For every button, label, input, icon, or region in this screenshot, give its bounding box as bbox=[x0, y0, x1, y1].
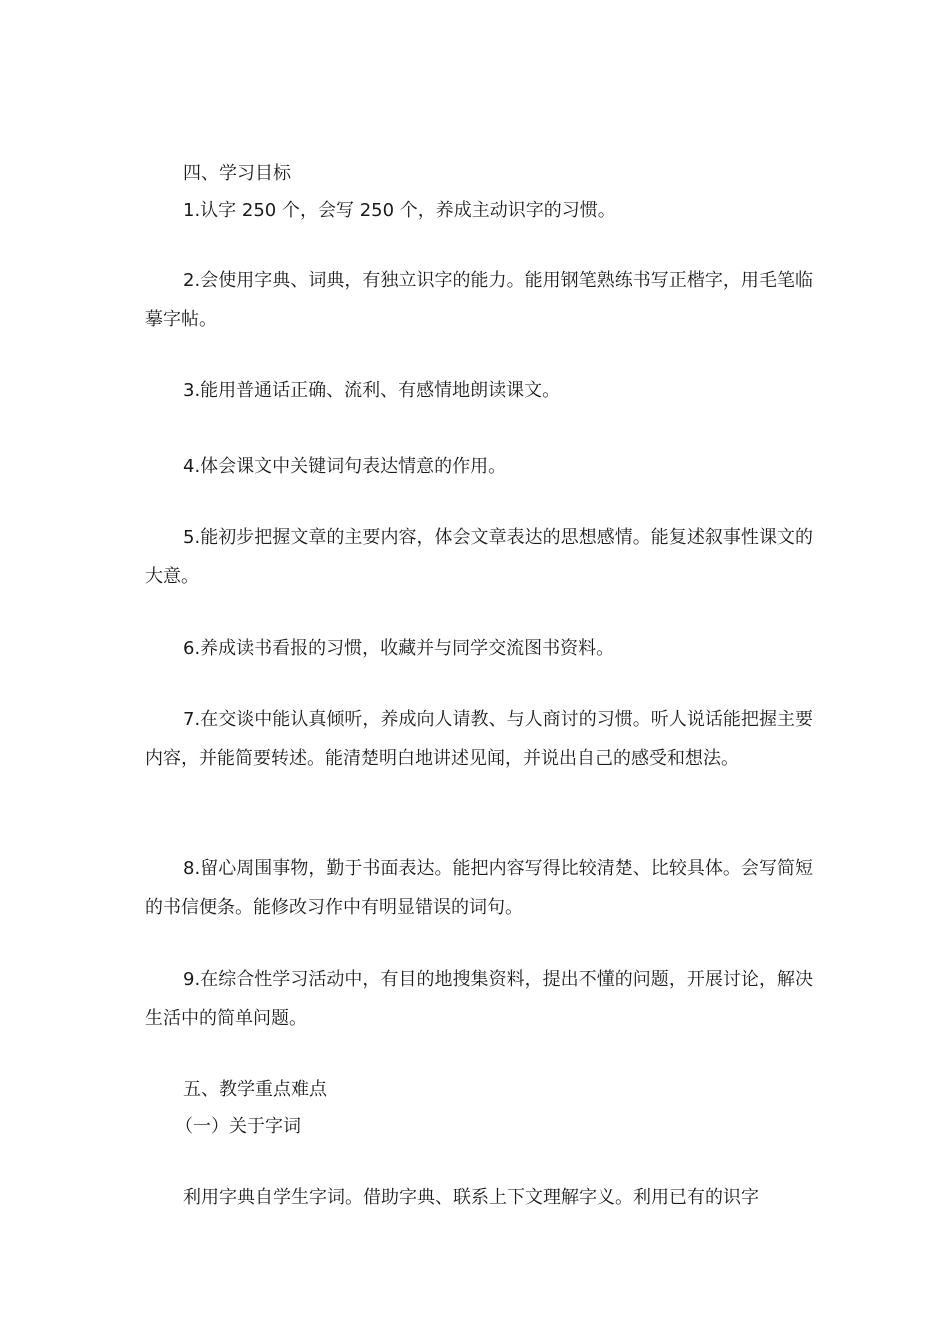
goal-item-5: 5.能初步把握文章的主要内容，体会文章表达的思想感情。能复述叙事性课文的大意。 bbox=[145, 527, 813, 587]
goal-item-3: 3.能用普通话正确、流利、有感情地朗读课文。 bbox=[183, 380, 561, 401]
subheading-characters-words: （一）关于字词 bbox=[175, 1116, 301, 1137]
goal-item-8: 8.留心周围事物，勤于书面表达。能把内容写得比较清楚、比较具体。会写简短的书信便条。能修改习作中有明显错误的词句。 bbox=[145, 858, 813, 918]
goal-item-2: 2.会使用字典、词典，有独立识字的能力。能用钢笔熟练书写正楷字，用毛笔临摹字帖。 bbox=[145, 270, 813, 330]
goal-item-4: 4.体会课文中关键词句表达情意的作用。 bbox=[183, 456, 507, 477]
goal-item-9: 9.在综合性学习活动中，有目的地搜集资料，提出不懂的问题，开展讨论，解决生活中的简单问题。 bbox=[145, 969, 813, 1029]
section-heading-key-difficulties: 五、教学重点难点 bbox=[183, 1079, 327, 1100]
paragraph-dictionary-study: 利用字典自学生字词。借助字典、联系上下文理解字义。利用已有的识字 bbox=[183, 1187, 759, 1208]
section-heading-learning-goals: 四、学习目标 bbox=[183, 163, 291, 184]
goal-item-7: 7.在交谈中能认真倾听，养成向人请教、与人商讨的习惯。听人说话能把握主要内容，并能简要转述。能清楚明白地讲述见闻，并说出自己的感受和想法。 bbox=[145, 709, 813, 769]
goal-item-6: 6.养成读书看报的习惯，收藏并与同学交流图书资料。 bbox=[183, 638, 615, 659]
goal-item-1: 1.认字 250 个，会写 250 个，养成主动识字的习惯。 bbox=[183, 200, 616, 221]
